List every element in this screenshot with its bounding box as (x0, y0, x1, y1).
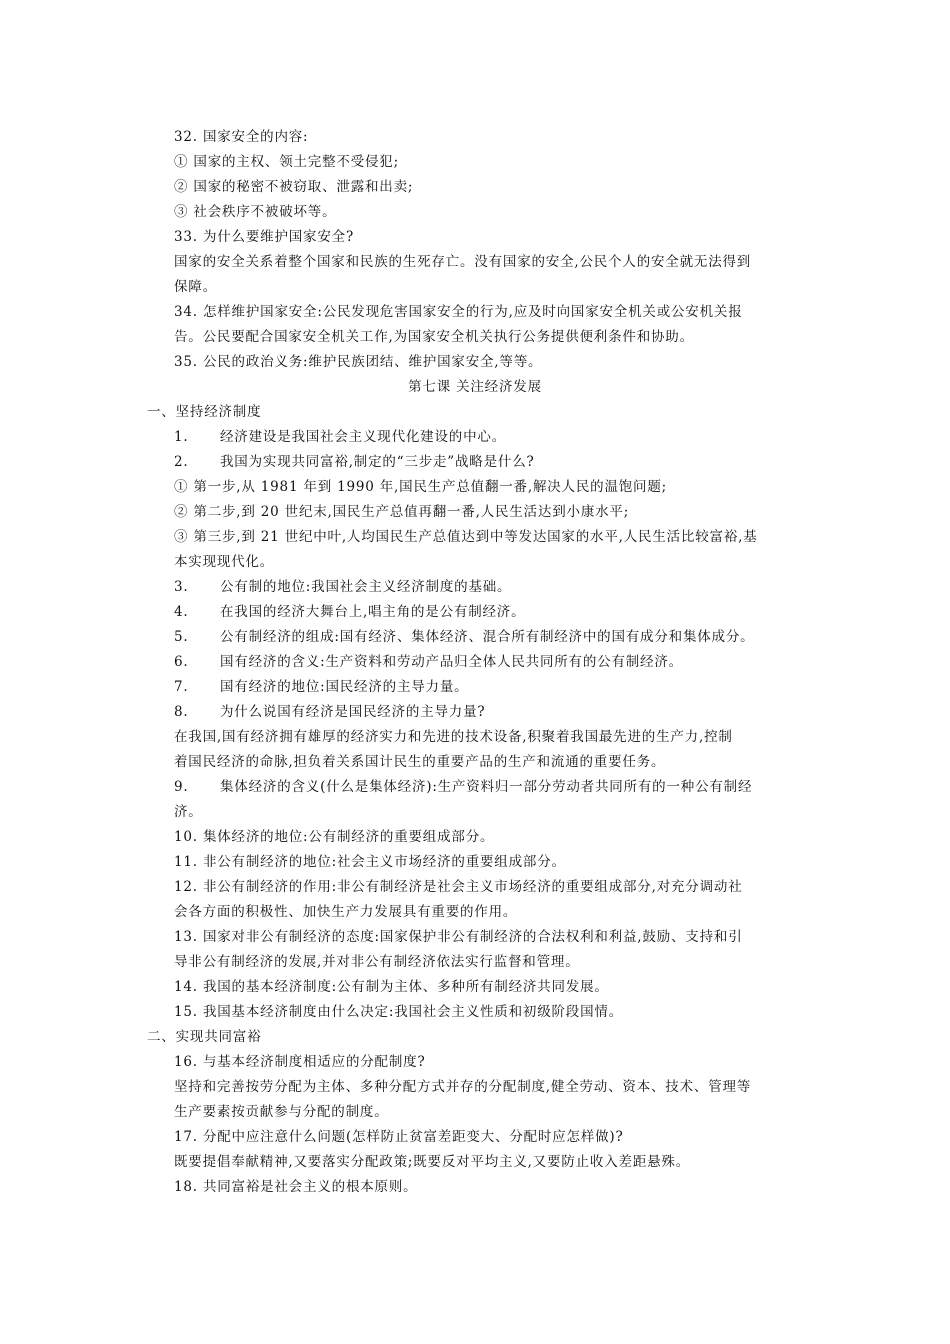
item-5 (174, 627, 754, 647)
item-text: 国有经济的含义:生产资料和劳动产品归全体人民共同所有的公有制经济。 (220, 654, 683, 670)
item-17-answer: 既要提倡奉献精神,又要落实分配政策;既要反对平均主义,又要防止收入差距悬殊。 (174, 1154, 691, 1170)
item-2 (174, 452, 535, 472)
item-35: 35. 公民的政治义务:维护民族团结、维护国家安全,等等。 (174, 354, 543, 370)
item-number: 4. (174, 604, 189, 620)
section-heading-2: 二、实现共同富裕 (147, 1029, 262, 1045)
item-number: 2. (174, 454, 189, 470)
item-16-answer-line-2: 生产要素按贡献参与分配的制度。 (174, 1104, 389, 1120)
item-32: 32. 国家安全的内容: (174, 129, 309, 145)
item-9 (174, 777, 752, 797)
step-3-line-1: ③ 第三步,到 21 世纪中叶,人均国民生产总值达到中等发达国家的水平,人民生活比较富裕,基 (174, 529, 758, 545)
item-33-answer-line-1: 国家的安全关系着整个国家和民族的生死存亡。没有国家的安全,公民个人的安全就无法得到 (174, 254, 752, 270)
item-number: 7. (174, 679, 189, 695)
item-16-answer-line-1: 坚持和完善按劳分配为主体、多种分配方式并存的分配制度,健全劳动、资本、技术、管理等 (174, 1079, 752, 1095)
item-32-point-2: ② 国家的秘密不被窃取、泄露和出卖; (174, 179, 414, 195)
item-11: 11. 非公有制经济的地位:社会主义市场经济的重要组成部分。 (174, 854, 566, 870)
item-34-line-1: 34. 怎样维护国家安全:公民发现危害国家安全的行为,应及时向国家安全机关或公安机关报 (174, 304, 743, 320)
item-9-line-2: 济。 (174, 804, 203, 820)
item-text: 公有制经济的组成:国有经济、集体经济、混合所有制经济中的国有成分和集体成分。 (220, 629, 755, 645)
item-34-line-2: 告。公民要配合国家安全机关工作,为国家安全机关执行公务提供便利条件和协助。 (174, 329, 694, 345)
step-2: ② 第二步,到 20 世纪末,国民生产总值再翻一番,人民生活达到小康水平; (174, 504, 630, 520)
item-text: 我国为实现共同富裕,制定的“三步走”战略是什么? (220, 454, 535, 470)
item-number: 3. (174, 579, 189, 595)
lesson-title: 第七课 关注经济发展 (408, 379, 542, 395)
item-12-line-1: 12. 非公有制经济的作用:非公有制经济是社会主义市场经济的重要组成部分,对充分调动社 (174, 879, 743, 895)
item-8-answer-line-1: 在我国,国有经济拥有雄厚的经济实力和先进的技术设备,积聚着我国最先进的生产力,控制 (174, 729, 733, 745)
item-number: 6. (174, 654, 189, 670)
item-8 (174, 702, 485, 722)
item-3 (174, 577, 511, 597)
item-7 (174, 677, 468, 697)
item-18: 18. 共同富裕是社会主义的根本原则。 (174, 1179, 418, 1195)
item-14: 14. 我国的基本经济制度:公有制为主体、多种所有制经济共同发展。 (174, 979, 609, 995)
item-6 (174, 652, 683, 672)
item-text: 经济建设是我国社会主义现代化建设的中心。 (220, 429, 506, 445)
item-number: 9. (174, 779, 189, 795)
item-10: 10. 集体经济的地位:公有制经济的重要组成部分。 (174, 829, 495, 845)
item-12-line-2: 会各方面的积极性、加快生产力发展具有重要的作用。 (174, 904, 518, 920)
item-text: 国有经济的地位:国民经济的主导力量。 (220, 679, 469, 695)
item-text: 集体经济的含义(什么是集体经济):生产资料归一部分劳动者共同所有的一种公有制经 (220, 779, 753, 795)
item-1 (174, 427, 506, 447)
section-heading-1: 一、坚持经济制度 (147, 404, 262, 420)
item-16: 16. 与基本经济制度相适应的分配制度? (174, 1054, 426, 1070)
item-4 (174, 602, 525, 622)
item-33: 33. 为什么要维护国家安全? (174, 229, 354, 245)
item-text: 在我国的经济大舞台上,唱主角的是公有制经济。 (220, 604, 526, 620)
item-number: 8. (174, 704, 189, 720)
item-text: 为什么说国有经济是国民经济的主导力量? (220, 704, 486, 720)
item-32-point-1: ① 国家的主权、领土完整不受侵犯; (174, 154, 399, 170)
item-32-point-3: ③ 社会秩序不被破坏等。 (174, 204, 337, 220)
item-13-line-1: 13. 国家对非公有制经济的态度:国家保护非公有制经济的合法权利和利益,鼓励、支持和引 (174, 929, 743, 945)
item-8-answer-line-2: 着国民经济的命脉,担负着关系国计民生的重要产品的生产和流通的重要任务。 (174, 754, 666, 770)
item-13-line-2: 导非公有制经济的发展,并对非公有制经济依法实行监督和管理。 (174, 954, 580, 970)
item-33-answer-line-2: 保障。 (174, 279, 217, 295)
step-3-line-2: 本实现现代化。 (174, 554, 275, 570)
item-number: 1. (174, 429, 189, 445)
step-1: ① 第一步,从 1981 年到 1990 年,国民生产总值翻一番,解决人民的温饱问题; (174, 479, 667, 495)
item-17: 17. 分配中应注意什么问题(怎样防止贫富差距变大、分配时应怎样做)? (174, 1129, 624, 1145)
item-text: 公有制的地位:我国社会主义经济制度的基础。 (220, 579, 512, 595)
item-number: 5. (174, 629, 189, 645)
item-15: 15. 我国基本经济制度由什么决定:我国社会主义性质和初级阶段国情。 (174, 1004, 624, 1020)
